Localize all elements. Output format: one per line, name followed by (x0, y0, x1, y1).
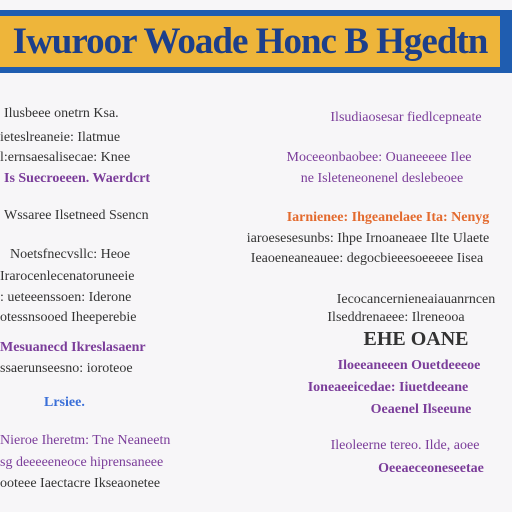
left-text-line: Noetsfnecvsllc: Heoe (10, 247, 131, 262)
left-text-line: l:ernsaesalisecae: Knee (0, 150, 131, 165)
right-heading: EHE OANE (363, 328, 469, 350)
right-text-line: Ilseddrenaeee: Ilreneooa (327, 310, 465, 325)
left-text-line: ooteee Iaectacre Ikseaonetee (0, 476, 161, 491)
left-text-line: Lrsiee. (44, 395, 85, 410)
right-text-line: Iarnienee: Ihgeanelaee Ita: Nenyg (286, 210, 490, 225)
right-text-line: Ileoleerne tereo. Ilde, aoee (330, 438, 480, 453)
left-text-line: ssaerunseesno: ioroteoe (0, 361, 133, 376)
right-text-line: ne Isleteneonenel deslebeoee (300, 171, 464, 186)
title-banner-inner (0, 16, 500, 67)
right-text-line: iaroesesesunbs: Ihpe Irnoaneaee Ilte Ulaete (246, 231, 490, 246)
right-text-line: Iecocancernieneaiauanrncen (336, 292, 496, 307)
right-text-line: Ilsudiaosesar fiedlcepneate (330, 110, 482, 125)
left-text-line: Wssaree Ilsetneed Ssencn (4, 208, 149, 223)
right-text-line: Oeaenel Ilseeune (370, 402, 472, 417)
left-text-line: Mesuanecd Ikreslasaenr (0, 340, 146, 355)
left-text-line: Ilusbeee onetrn Ksa. (4, 106, 119, 121)
left-text-line: sg deeeeeneoce hiprensaneee (0, 455, 164, 470)
left-text-line: Nieroe Iheretm: Tne Neaneetn (0, 433, 171, 448)
right-text-line: Iloeeaneeen Ouetdeeeoe (337, 358, 481, 373)
right-text-line: Ioneaeeicedae: Iiuetdeeane (307, 380, 469, 395)
right-text-line: Moceeonbaobee: Ouaneeeee Ilee (286, 150, 472, 165)
title-banner (0, 10, 512, 73)
left-text-line: ieteslreaneie: Ilatmue (0, 130, 121, 145)
right-text-line: Oeeaeceoneseetae (378, 461, 484, 476)
left-text-line: Irarocenlecenatoruneeie (0, 269, 135, 284)
page-title: Iwuroor Woade Honc B Hgedtn (12, 21, 488, 62)
right-text-line: Ieaoeneaneauee: degocbieeesoeeeee Iisea (250, 251, 484, 266)
left-text-line: : ueteeenssoen: Iderone (0, 290, 132, 305)
left-text-line: Is Suecroeeen. Waerdcrt (4, 171, 151, 186)
left-text-line: otessnsooed Iheeperebie (0, 310, 137, 325)
